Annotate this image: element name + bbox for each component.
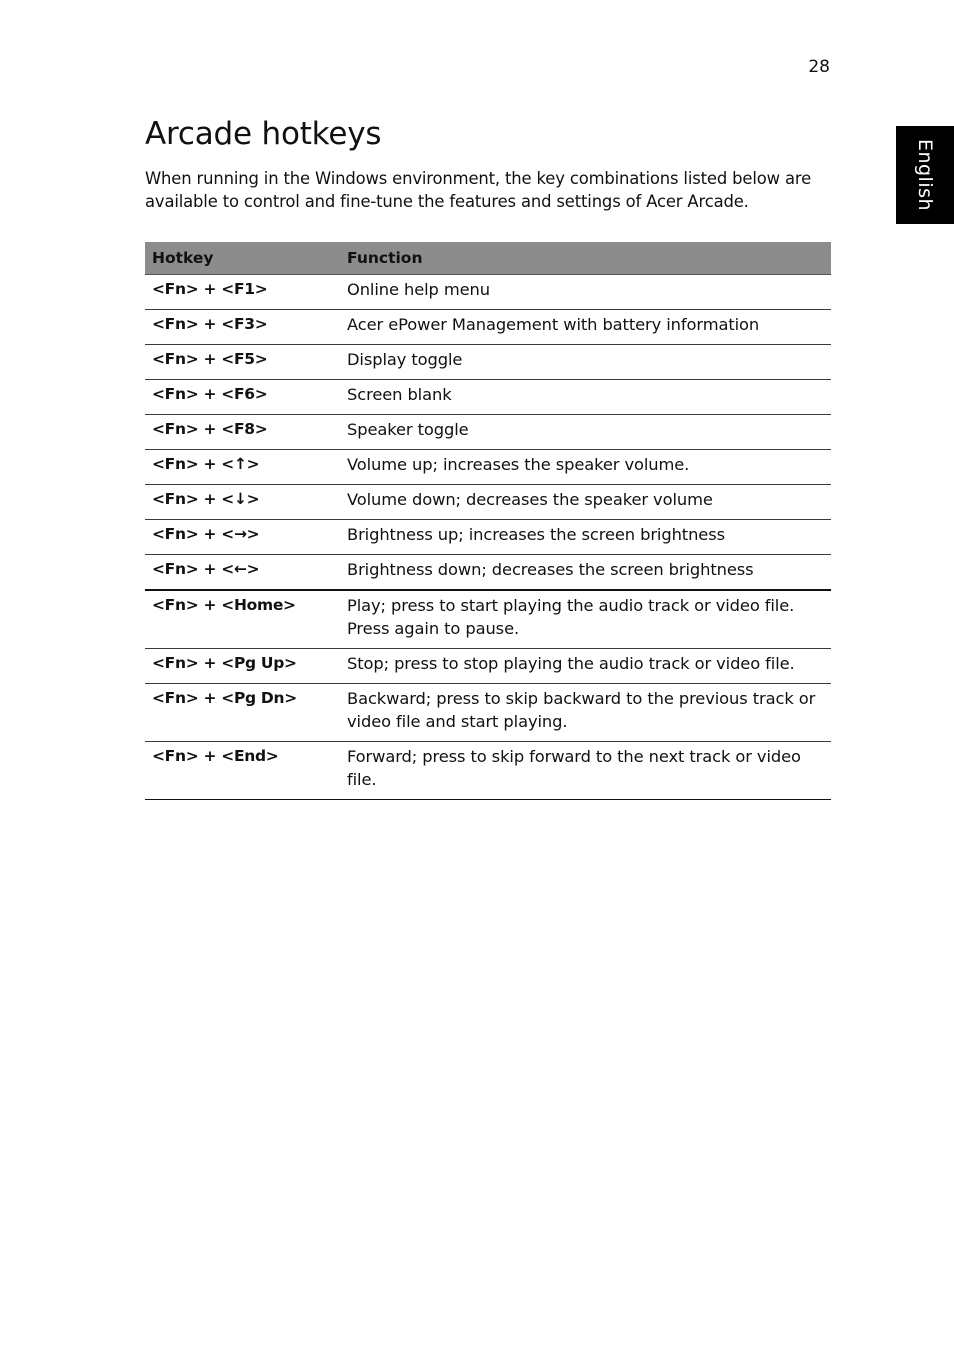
table-row (145, 484, 831, 519)
function-cell: Brightness up; increases the screen brightness (340, 519, 831, 554)
table-row (145, 741, 831, 799)
hotkey-cell: <Fn> + <F6> (145, 379, 340, 414)
function-cell: Display toggle (340, 344, 831, 379)
function-cell: Backward; press to skip backward to the previous track or video file and start playing. (340, 683, 831, 741)
function-cell: Stop; press to stop playing the audio track or video file. (340, 648, 831, 683)
hotkey-cell: <Fn> + <Pg Up> (145, 648, 340, 683)
hotkey-cell: <Fn> + <Home> (145, 590, 340, 649)
hotkey-cell: <Fn> + <F1> (145, 274, 340, 309)
column-header-function: Function (340, 242, 831, 274)
function-cell: Volume up; increases the speaker volume. (340, 449, 831, 484)
table-row (145, 414, 831, 449)
hotkey-cell: <Fn> + <F8> (145, 414, 340, 449)
table-row (145, 379, 831, 414)
function-cell: Speaker toggle (340, 414, 831, 449)
table-row (145, 648, 831, 683)
hotkey-cell: <Fn> + <End> (145, 741, 340, 799)
hotkey-cell: <Fn> + <↓> (145, 484, 340, 519)
hotkey-cell: <Fn> + <Pg Dn> (145, 683, 340, 741)
table-header-row (145, 242, 831, 274)
page-title: Arcade hotkeys (145, 116, 382, 152)
table-row (145, 344, 831, 379)
table-row (145, 309, 831, 344)
language-tab (896, 126, 954, 224)
function-cell: Acer ePower Management with battery information (340, 309, 831, 344)
function-cell: Play; press to start playing the audio track or video file. Press again to pause. (340, 590, 831, 649)
hotkey-cell: <Fn> + <←> (145, 554, 340, 590)
hotkey-cell: <Fn> + <F5> (145, 344, 340, 379)
intro-paragraph: When running in the Windows environment, the key combinations listed below are available to control and fine-tune the features and settings of Acer Arcade. (145, 169, 811, 211)
hotkey-cell: <Fn> + <↑> (145, 449, 340, 484)
hotkey-cell: <Fn> + <→> (145, 519, 340, 554)
column-header-hotkey: Hotkey (145, 242, 340, 274)
table-row (145, 449, 831, 484)
table-row (145, 590, 831, 649)
table-row (145, 554, 831, 590)
hotkey-cell: <Fn> + <F3> (145, 309, 340, 344)
page-number: 28 (808, 57, 830, 77)
language-tab-label: English (914, 138, 936, 212)
function-cell: Forward; press to skip forward to the next track or video file. (340, 741, 831, 799)
function-cell: Volume down; decreases the speaker volume (340, 484, 831, 519)
hotkeys-table (145, 242, 831, 800)
function-cell: Screen blank (340, 379, 831, 414)
table-row (145, 519, 831, 554)
table-row (145, 683, 831, 741)
table-row (145, 274, 831, 309)
function-cell: Online help menu (340, 274, 831, 309)
function-cell: Brightness down; decreases the screen brightness (340, 554, 831, 590)
